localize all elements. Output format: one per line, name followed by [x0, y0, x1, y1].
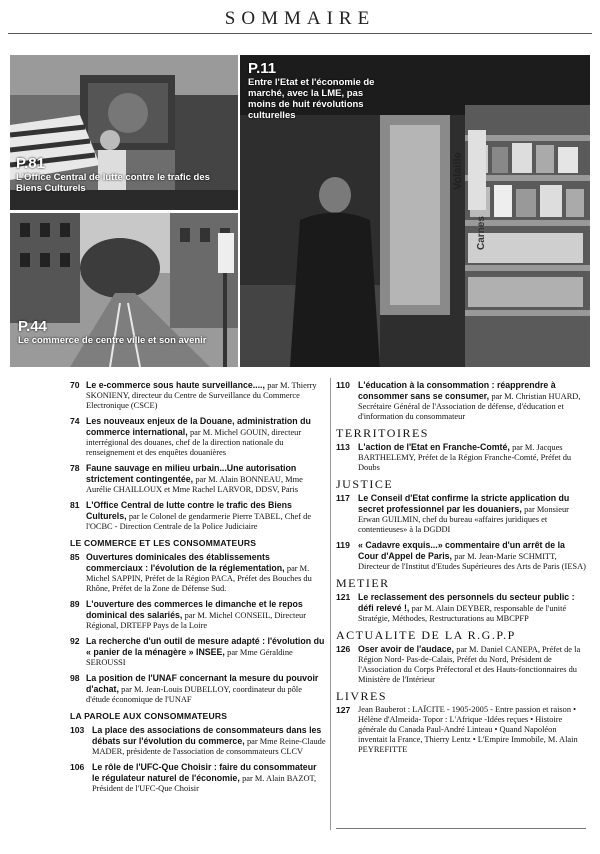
toc-entry-89[interactable] — [70, 599, 326, 631]
page-number: 121 — [336, 592, 351, 602]
article-title: La place des associations de consommateurs dans les débats sur l'évolution du commerce, — [92, 725, 322, 746]
page-number: 119 — [336, 540, 350, 550]
article-title: Oser avoir de l'audace, — [358, 644, 454, 654]
article-title: L'action de l'Etat en Franche-Comté, — [358, 442, 510, 452]
article-author: par M. Thierry SKONIENY, directeur du Centre de Surveillance du Commerce Electronique (CSCE) — [86, 381, 317, 410]
title-divider — [8, 33, 592, 34]
page-number: 85 — [70, 552, 80, 562]
article-author: par M. Alain BONNEAU, Mme Aurélie CHAILLOUX et Mme Rachel LARVOR, DDSV, Paris — [86, 475, 303, 494]
toc-entry-127[interactable] — [336, 705, 586, 755]
article-title: L'Office Central de lutte contre le trafic des Biens Culturels, — [86, 500, 292, 521]
toc-entry-113[interactable] — [336, 442, 586, 473]
toc-entry-119[interactable] — [336, 540, 586, 572]
article-title: Le e-commerce sous haute surveillance...., — [86, 380, 265, 390]
toc-entry-92[interactable] — [70, 636, 326, 668]
article-title: L'ouverture des commerces le dimanche et le repos dominical des salariés, — [86, 599, 303, 620]
page-number: 103 — [70, 725, 85, 735]
bottom-divider — [336, 828, 586, 829]
caption-p44-text: Le commerce de centre ville et son avenir — [18, 335, 207, 346]
page-number: 81 — [70, 500, 80, 510]
toc-entry-110[interactable] — [336, 380, 586, 422]
page-number: 110 — [336, 380, 350, 390]
caption-p44 — [18, 319, 218, 346]
article-author: par Monsieur Erwan GUILMIN, chef du bureau «affaires juridiques et contentieuses» à la DGDDI — [358, 505, 569, 534]
article-title: Le reclassement des personnels du secteur public : défi relevé !, — [358, 592, 575, 613]
toc-entry-98[interactable] — [70, 673, 326, 705]
page-number: 98 — [70, 673, 80, 683]
photo-p81[interactable] — [10, 55, 238, 210]
article-author: par M. Michel GOUIN, directeur interrégional des douanes, chef de la direction nationale du renseignement et des enquêtes douanières — [86, 428, 302, 457]
page-number: 74 — [70, 416, 80, 426]
article-author: par M. Christian HUARD, Secrétaire Général de l'Association de défense, d'éducation et d'information du consommateur — [358, 392, 581, 421]
toc-entry-103[interactable] — [70, 725, 326, 757]
article-author: par M. Michel SAPPIN, Préfet de la Région PACA, Préfet des Bouches du Rhône, Préfet de la Zone de Défense Sud. — [86, 564, 312, 593]
section-heading-territoires: TERRITOIRES — [336, 426, 429, 440]
toc-entry-78[interactable] — [70, 463, 326, 495]
toc-entry-85[interactable] — [70, 552, 326, 594]
article-title: Ouvertures dominicales des établissements commerciaux : l'évolution de la réglementation, — [86, 552, 285, 573]
column-divider — [330, 378, 331, 830]
toc-entry-117[interactable] — [336, 493, 586, 535]
article-title: L'éducation à la consommation : réapprendre à consommer sans se consumer, — [358, 380, 556, 401]
article-author: par le Colonel de gendarmerie Pierre TABEL, Chef de l'OCBC - Direction Centrale de la Police Judiciaire — [86, 512, 312, 531]
article-title: Le Conseil d'Etat confirme la stricte application du secret professionnel par les douaniers, — [358, 493, 570, 514]
caption-p11-page: P.11 — [248, 60, 277, 77]
article-title: La position de l'UNAF concernant la mesure du pouvoir d'achat, — [86, 673, 319, 694]
article-title: « Cadavre exquis...» commentaire d'un arrêt de la Cour d'Appel de Paris, — [358, 540, 565, 561]
article-title: Faune sauvage en milieu urbain...Une autorisation strictement contingentée, — [86, 463, 297, 484]
article-title: Le rôle de l'UFC-Que Choisir : faire du consommateur le régulateur naturel de l'économie, — [92, 762, 317, 783]
toc-entry-81[interactable] — [70, 500, 326, 532]
caption-p44-page: P.44 — [18, 318, 47, 335]
toc-right-column — [336, 380, 586, 760]
article-title: Les nouveaux enjeux de la Douane, administration du commerce international, — [86, 416, 311, 437]
toc-entry-121[interactable] — [336, 592, 586, 624]
page-number: 70 — [70, 380, 80, 390]
article-author: par M. Alain DEYBER, responsable de l'unité Stratégie, Méthodes, Restructurations au MBCPFP — [358, 604, 567, 623]
shelf-label-volaille: Volaille — [452, 152, 464, 190]
caption-p81-page: P.81 — [16, 155, 45, 172]
section-heading-consommateurs: LA PAROLE AUX CONSOMMATEURS — [70, 711, 228, 721]
article-author: par M. Alain BAZOT, Président de l'UFC-Que Choisir — [92, 774, 317, 793]
caption-p11 — [248, 61, 378, 121]
article-author: par M. Jean-Marie SCHMITT, Directeur de l'Institut d'Etudes Supérieures des Arts de Paris (IESA) — [358, 552, 586, 571]
page-number: 89 — [70, 599, 80, 609]
page-number: 117 — [336, 493, 350, 503]
section-heading-justice: JUSTICE — [336, 477, 394, 491]
toc-entry-106[interactable] — [70, 762, 326, 794]
section-heading-metier: METIER — [336, 576, 390, 590]
article-author: par M. Michel CONSEIL, Directeur Régional, DRTEFP Pays de la Loire — [86, 611, 307, 630]
page-number: 92 — [70, 636, 80, 646]
toc-left-column — [70, 380, 326, 799]
article-title: La recherche d'un outil de mesure adapté : l'évolution du « panier de la ménagère » INSEE, — [86, 636, 325, 657]
page-number: 106 — [70, 762, 85, 772]
article-author: par Mme Reine-Claude MADER, présidente de l'association de consommateurs CLCV — [92, 737, 326, 756]
caption-p81 — [16, 156, 226, 194]
toc-entry-126[interactable] — [336, 644, 586, 685]
page-number: 126 — [336, 644, 351, 654]
page-number: 113 — [336, 442, 350, 452]
section-heading-livres: LIVRES — [336, 689, 387, 703]
shelf-label-carnes: Carnes — [476, 216, 487, 250]
page-number: 78 — [70, 463, 80, 473]
photo-p44[interactable] — [10, 213, 238, 367]
article-author: par M. Daniel CANEPA, Préfet de la Région Nord- Pas-de-Calais, Préfet du Nord, Président de l'Association du Corps Préfectoral et des Hauts-fonctionnaires du Ministère de l'Intérieur — [358, 645, 581, 684]
toc-entry-70[interactable] — [70, 380, 326, 411]
caption-p11-text: Entre l'Etat et l'économie de marché, avec la LME, pas moins de huit révolutions culturelles — [248, 77, 375, 121]
photo-p11[interactable] — [240, 55, 590, 367]
page-title: SOMMAIRE — [224, 8, 376, 29]
article-author: par Mme Géraldine SEROUSSI — [86, 648, 293, 667]
article-author: par M. Jean-Louis DUBELLOY, coordinateur du pôle d'étude économique de l'UNAF — [86, 685, 302, 704]
caption-p81-text: L'Office Central de lutte contre le trafic des Biens Culturels — [16, 172, 210, 194]
page-number: 127 — [336, 705, 351, 715]
book-list: Jean Bauberot : LAÏCITE - 1905-2005 - Entre passion et raison • Hélène d'Almeida- Topor : L'Afrique -Idées reçues • Histoire générale du Canada Paul-André Linteau • Quand Napoléon inventait la France, Thierry Lentz • L'Empire Immobile, M. Alain PEYREFITTE — [358, 705, 578, 754]
toc-entry-74[interactable] — [70, 416, 326, 458]
article-author: par M. Jacques BARTHELEMY, Préfet de la Région Franche-Comté, Préfet du Doubs — [358, 443, 572, 472]
section-heading-commerce: LE COMMERCE ET LES CONSOMMATEURS — [70, 538, 257, 548]
section-heading-actualite: ACTUALITE DE LA R.G.P.P — [336, 628, 516, 642]
